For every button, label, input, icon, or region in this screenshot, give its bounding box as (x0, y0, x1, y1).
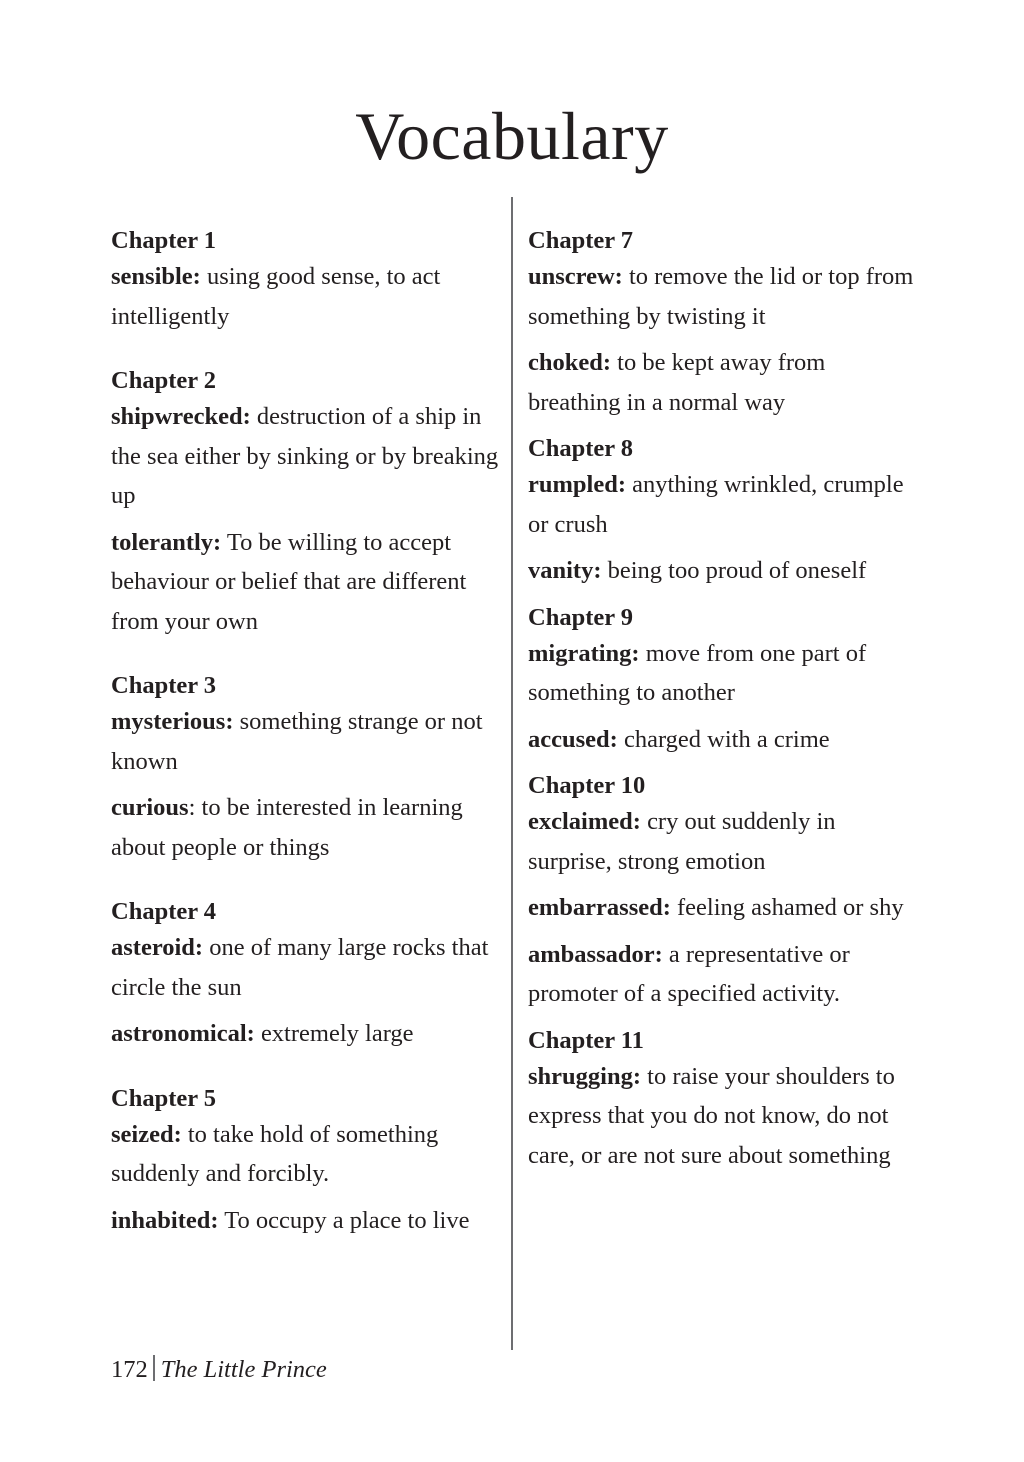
page-title: Vocabulary (355, 98, 669, 174)
vocabulary-entry (111, 1201, 501, 1241)
chapter-heading: Chapter 2 (111, 367, 217, 394)
chapter-heading: Chapter 10 (528, 772, 646, 799)
vocabulary-term: shipwrecked: (111, 403, 251, 430)
vocabulary-definition: to take hold of something suddenly and forcibly. (111, 1120, 439, 1187)
vocabulary-definition: : to be interested in learning about people or things (111, 794, 463, 861)
vocabulary-definition: one of many large rocks that circle the sun (111, 934, 489, 1001)
vocabulary-term: mysterious: (111, 708, 234, 735)
book-title: The Little Prince (160, 1356, 327, 1383)
vocabulary-term: vanity: (528, 557, 602, 584)
vocabulary-entry (528, 802, 918, 881)
chapter-heading: Chapter 11 (528, 1026, 644, 1054)
chapter-section (528, 601, 918, 760)
chapter-heading: Chapter 7 (528, 227, 634, 254)
vocabulary-entry (111, 702, 501, 781)
vocabulary-definition: To occupy a place to live (224, 1206, 470, 1234)
chapter-section (528, 224, 918, 422)
vocabulary-term: inhabited: (111, 1206, 219, 1234)
vocabulary-definition: something strange or not known (111, 708, 483, 775)
chapter-heading: Chapter 8 (528, 435, 634, 462)
vocabulary-entry (111, 397, 501, 516)
vocabulary-term: embarrassed: (528, 894, 671, 921)
vocabulary-term: exclaimed: (528, 808, 641, 835)
vocabulary-entry (528, 465, 918, 544)
vocabulary-entry (528, 935, 918, 1014)
vocabulary-term: accused: (528, 725, 618, 753)
footer-separator (153, 1355, 155, 1381)
left-column (111, 224, 501, 1240)
vocabulary-definition: anything wrinkled, crumple or crush (528, 471, 904, 538)
chapter-section (111, 669, 501, 867)
vocabulary-definition: destruction of a ship in the sea either by sinking or by breaking up (111, 403, 499, 509)
vocabulary-term: unscrew: (528, 263, 623, 290)
vocabulary-entry (528, 888, 918, 928)
page-footer (111, 1352, 327, 1388)
vocabulary-definition: using good sense, to act intelligently (111, 263, 441, 330)
chapter-heading: Chapter 1 (111, 227, 217, 254)
chapter-section (111, 224, 501, 336)
vocabulary-definition: to be kept away from breathing in a normal way (528, 349, 826, 416)
chapter-heading: Chapter 5 (111, 1084, 217, 1112)
vocabulary-term: ambassador: (528, 940, 663, 968)
vocabulary-definition: To be willing to accept behaviour or belief that are different from your own (111, 528, 467, 635)
vocabulary-definition: extremely large (260, 1020, 414, 1047)
chapter-section (111, 364, 501, 641)
vocabulary-term: choked: (528, 349, 612, 376)
vocabulary-definition: being too proud of oneself (607, 557, 867, 584)
vocabulary-term: asteroid: (111, 934, 204, 961)
chapter-heading: Chapter 3 (111, 672, 217, 699)
vocabulary-term: curious (111, 794, 189, 821)
chapter-section (528, 1024, 918, 1176)
vocabulary-entry (528, 551, 918, 591)
vocabulary-term: shrugging: (528, 1062, 642, 1090)
vocabulary-definition: cry out suddenly in surprise, strong emotion (528, 808, 836, 875)
vocabulary-entry (528, 1057, 918, 1176)
vocabulary-entry (111, 788, 501, 867)
vocabulary-definition: to raise your shoulders to express that you do not know, do not care, or are not sure about something (528, 1062, 895, 1169)
chapter-section (111, 1082, 501, 1241)
vocabulary-entry (111, 257, 501, 336)
vocabulary-entry (111, 1115, 501, 1194)
vocabulary-entry (528, 343, 918, 422)
vocabulary-entry (111, 1014, 501, 1054)
vocabulary-entry (111, 928, 501, 1007)
vocabulary-entry (528, 257, 918, 336)
vocabulary-definition: a representative or promoter of a specified activity. (528, 940, 850, 1007)
vocabulary-term: sensible: (111, 263, 201, 290)
chapter-section (111, 895, 501, 1054)
chapter-section (528, 769, 918, 1014)
vocabulary-term: seized: (111, 1120, 182, 1148)
vocabulary-term: rumpled: (528, 471, 626, 498)
page-number: 172 (111, 1356, 148, 1383)
chapter-heading: Chapter 9 (528, 603, 634, 631)
vocabulary-definition: to remove the lid or top from something by twisting it (528, 263, 914, 330)
chapter-heading: Chapter 4 (111, 898, 217, 925)
vocabulary-entry (528, 634, 918, 713)
chapter-section (528, 432, 918, 591)
vocabulary-definition: move from one part of something to another (528, 639, 867, 706)
vocabulary-definition: charged with a crime (623, 725, 830, 753)
column-divider (511, 197, 513, 1350)
vocabulary-term: astronomical: (111, 1020, 255, 1047)
vocabulary-term: migrating: (528, 639, 640, 667)
vocabulary-definition: feeling ashamed or shy (677, 894, 904, 921)
vocabulary-entry (111, 523, 501, 642)
vocabulary-term: tolerantly: (111, 528, 222, 556)
vocabulary-entry (528, 720, 918, 760)
right-column (528, 224, 918, 1175)
